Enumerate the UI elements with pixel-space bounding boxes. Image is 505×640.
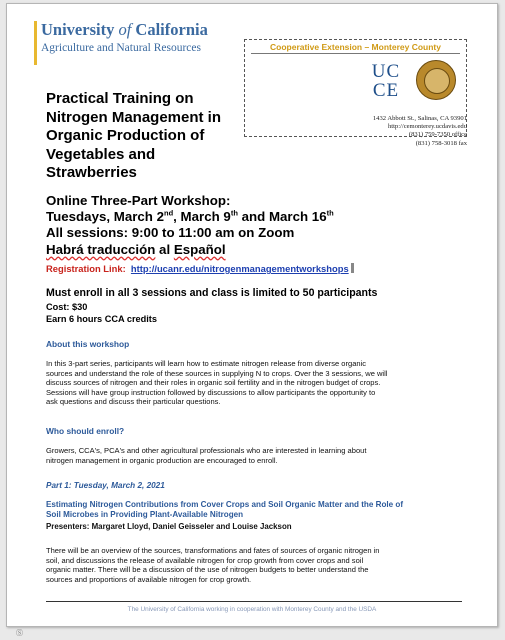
address-line: 1432 Abbott St., Salinas, CA 93901: [372, 115, 467, 122]
website-link[interactable]: http://cemonterey.ucdavis.edu: [387, 123, 467, 131]
university-name: University of California: [41, 20, 208, 39]
title-line: Practical Training on: [46, 90, 194, 107]
title-line: Vegetables and: [46, 145, 156, 163]
footer-text: The University of California working in cooperation with Monterey County and the USDA: [127, 606, 377, 613]
who-heading: Who should enroll?: [46, 426, 125, 436]
flyer-page: [6, 3, 498, 627]
enrollment-requirement: Must enroll in all 3 sessions and class is limited to 50 participants: [46, 287, 378, 299]
uc-logo-bar: [34, 21, 37, 65]
workshop-details: [46, 193, 334, 258]
title-line: Nitrogen Management in: [46, 108, 222, 126]
footer-divider: [46, 601, 462, 602]
workshop-format: Online Three-Part Workshop:: [46, 193, 231, 208]
cca-credits: Earn 6 hours CCA credits: [46, 314, 157, 324]
extension-heading: Cooperative Extension – Monterey County: [270, 42, 441, 52]
registration-link[interactable]: http://ucanr.edu/nitrogenmanagementworkshops: [130, 263, 349, 274]
part1-heading: Part 1: Tuesday, March 2, 2021: [46, 481, 165, 490]
county-seal-icon: [416, 60, 456, 100]
about-heading: About this workshop: [46, 339, 130, 349]
phone-fax: (831) 758-3018 fax: [415, 139, 467, 147]
page-corner-icon: Ⓢ: [16, 630, 23, 637]
part1-talk-title: Estimating Nitrogen Contributions from Cover Crops and Soil Organic Matter and the Role of Soil Microbes in Providing Plant-Available Nitrogen: [46, 500, 404, 519]
ucce-logo: UC CE: [371, 61, 401, 101]
about-paragraph: In this 3-part series, participants will learn how to estimate nitrogen release from diverse organic sources and understand the role of these sources in supplying N to crops. Over the 3 sessions, we will discuss sources of nitrogen and their roles in organic soil fertility and in the nitrogen budget of crops. Sessions will have group instruction followed by discussions to allow participants the opportunity to ask questions and discuss their particular questions.: [46, 359, 388, 407]
title-line: Organic Production of: [46, 127, 205, 145]
phone-office: (831) 759-7350 office: [408, 131, 467, 139]
workshop-time: All sessions: 9:00 to 11:00 am on Zoom: [46, 225, 295, 241]
page-title: [46, 90, 221, 183]
translation-note: Habrá traducción al Español: [46, 241, 226, 257]
part1-paragraph: There will be an overview of the sources, transformations and fates of sources of organic nitrogen in soil, and discussions the release of available nitrogen for crop growth from cover crops and soil organic matter. There will be a discussion of the use of nitrogen budgets to better understand the sources and proportions of available nitrogen for crop growth.: [46, 546, 380, 584]
extension-address: [249, 115, 467, 148]
text-cursor: [351, 263, 354, 273]
who-paragraph: Growers, CCA's, PCA's and other agricultural professionals who are interested in learning about nitrogen management in organic production are encouraged to enroll.: [46, 446, 367, 465]
registration-label: Registration Link:: [46, 263, 126, 274]
county-seal-center: [424, 68, 450, 94]
extension-divider: [251, 53, 460, 54]
workshop-dates: Tuesdays, March 2nd, March 9th and March 16th: [46, 208, 334, 225]
cost: Cost: $30: [46, 302, 88, 312]
registration-row: [46, 263, 354, 274]
title-line: Strawberries: [46, 164, 137, 182]
cost-credits: [46, 301, 157, 325]
part1-presenters: Presenters: Margaret Lloyd, Daniel Geisseler and Louise Jackson: [46, 522, 292, 531]
university-subtitle: Agriculture and Natural Resources: [41, 42, 201, 54]
